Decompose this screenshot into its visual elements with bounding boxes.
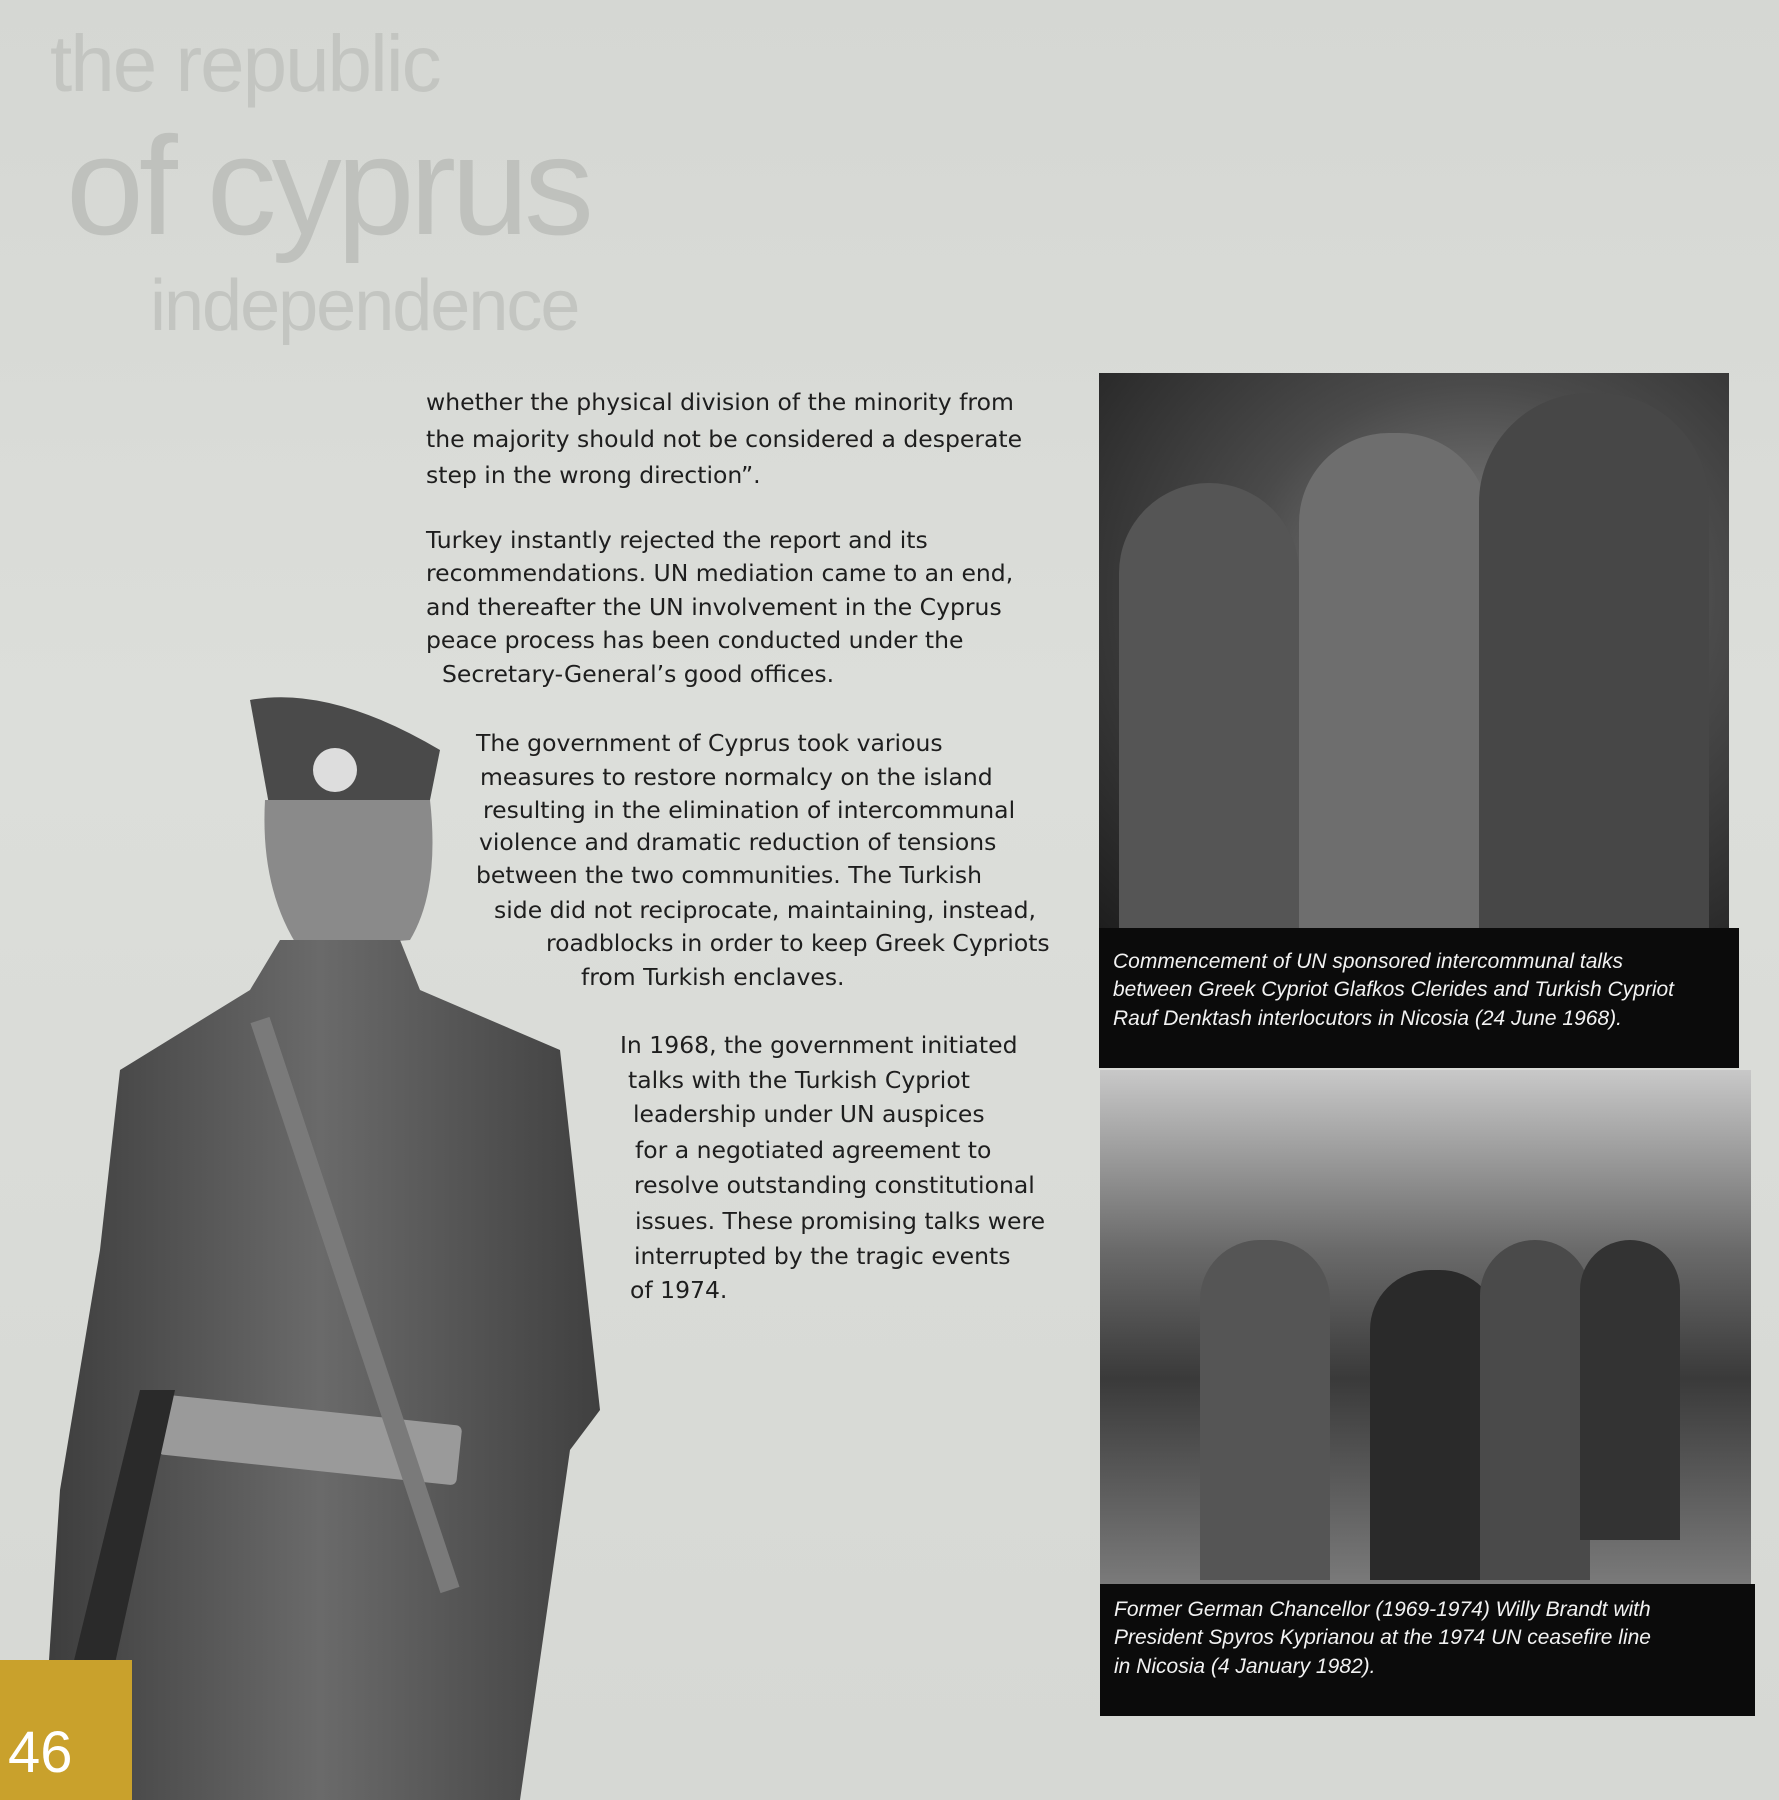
body-line: of 1974. bbox=[630, 1276, 728, 1304]
body-line: In 1968, the government initiated bbox=[620, 1031, 1018, 1059]
soldier-photo bbox=[0, 690, 620, 1800]
body-line: between the two communities. The Turkish bbox=[476, 861, 982, 889]
body-line: resulting in the elimination of intercommunal bbox=[483, 796, 1016, 824]
caption-line: in Nicosia (4 January 1982). bbox=[1114, 1654, 1376, 1678]
photo-caption-2 bbox=[1100, 1584, 1755, 1716]
body-line: recommendations. UN mediation came to an end, bbox=[426, 559, 1014, 587]
body-line: the majority should not be considered a desperate bbox=[426, 425, 1023, 453]
heading-line-3: independence bbox=[150, 266, 579, 346]
page-number: 46 bbox=[8, 1720, 73, 1785]
body-line: from Turkish enclaves. bbox=[581, 963, 845, 991]
body-line: violence and dramatic reduction of tensions bbox=[479, 828, 997, 856]
body-line: interrupted by the tragic events bbox=[634, 1242, 1011, 1270]
body-line: peace process has been conducted under the bbox=[426, 626, 964, 654]
photo-willy-brandt bbox=[1100, 1070, 1751, 1584]
caption-line: Former German Chancellor (1969-1974) Willy Brandt with bbox=[1114, 1598, 1651, 1621]
body-line: and thereafter the UN involvement in the Cyprus bbox=[426, 593, 1002, 621]
body-line: Turkey instantly rejected the report and its bbox=[426, 526, 928, 554]
body-line: talks with the Turkish Cypriot bbox=[628, 1066, 970, 1094]
photo-intercommunal-talks bbox=[1099, 373, 1729, 928]
heading-line-2: of cyprus bbox=[66, 107, 589, 264]
caption-line: President Spyros Kyprianou at the 1974 UN ceasefire line bbox=[1114, 1626, 1651, 1650]
body-line: issues. These promising talks were bbox=[635, 1207, 1046, 1235]
caption-line: Commencement of UN sponsored intercommunal talks bbox=[1113, 950, 1624, 973]
caption-line: between Greek Cypriot Glafkos Clerides and Turkish Cypriot bbox=[1113, 978, 1675, 1002]
body-line: for a negotiated agreement to bbox=[635, 1136, 992, 1164]
body-line: roadblocks in order to keep Greek Cypriots bbox=[546, 929, 1050, 957]
body-line: whether the physical division of the minority from bbox=[426, 388, 1014, 416]
photo-caption-1 bbox=[1099, 928, 1739, 1068]
caption-line: Rauf Denktash interlocutors in Nicosia (24 June 1968). bbox=[1113, 1006, 1622, 1030]
body-line: measures to restore normalcy on the island bbox=[480, 763, 993, 791]
body-line: side did not reciprocate, maintaining, instead, bbox=[494, 896, 1036, 924]
body-line: The government of Cyprus took various bbox=[476, 729, 943, 757]
body-line: resolve outstanding constitutional bbox=[634, 1171, 1035, 1199]
body-line: Secretary-General’s good offices. bbox=[442, 660, 835, 688]
body-line: leadership under UN auspices bbox=[633, 1100, 985, 1128]
page-number-box bbox=[0, 1660, 132, 1800]
heading-line-1: the republic bbox=[50, 19, 440, 108]
body-line: step in the wrong direction”. bbox=[426, 461, 761, 489]
